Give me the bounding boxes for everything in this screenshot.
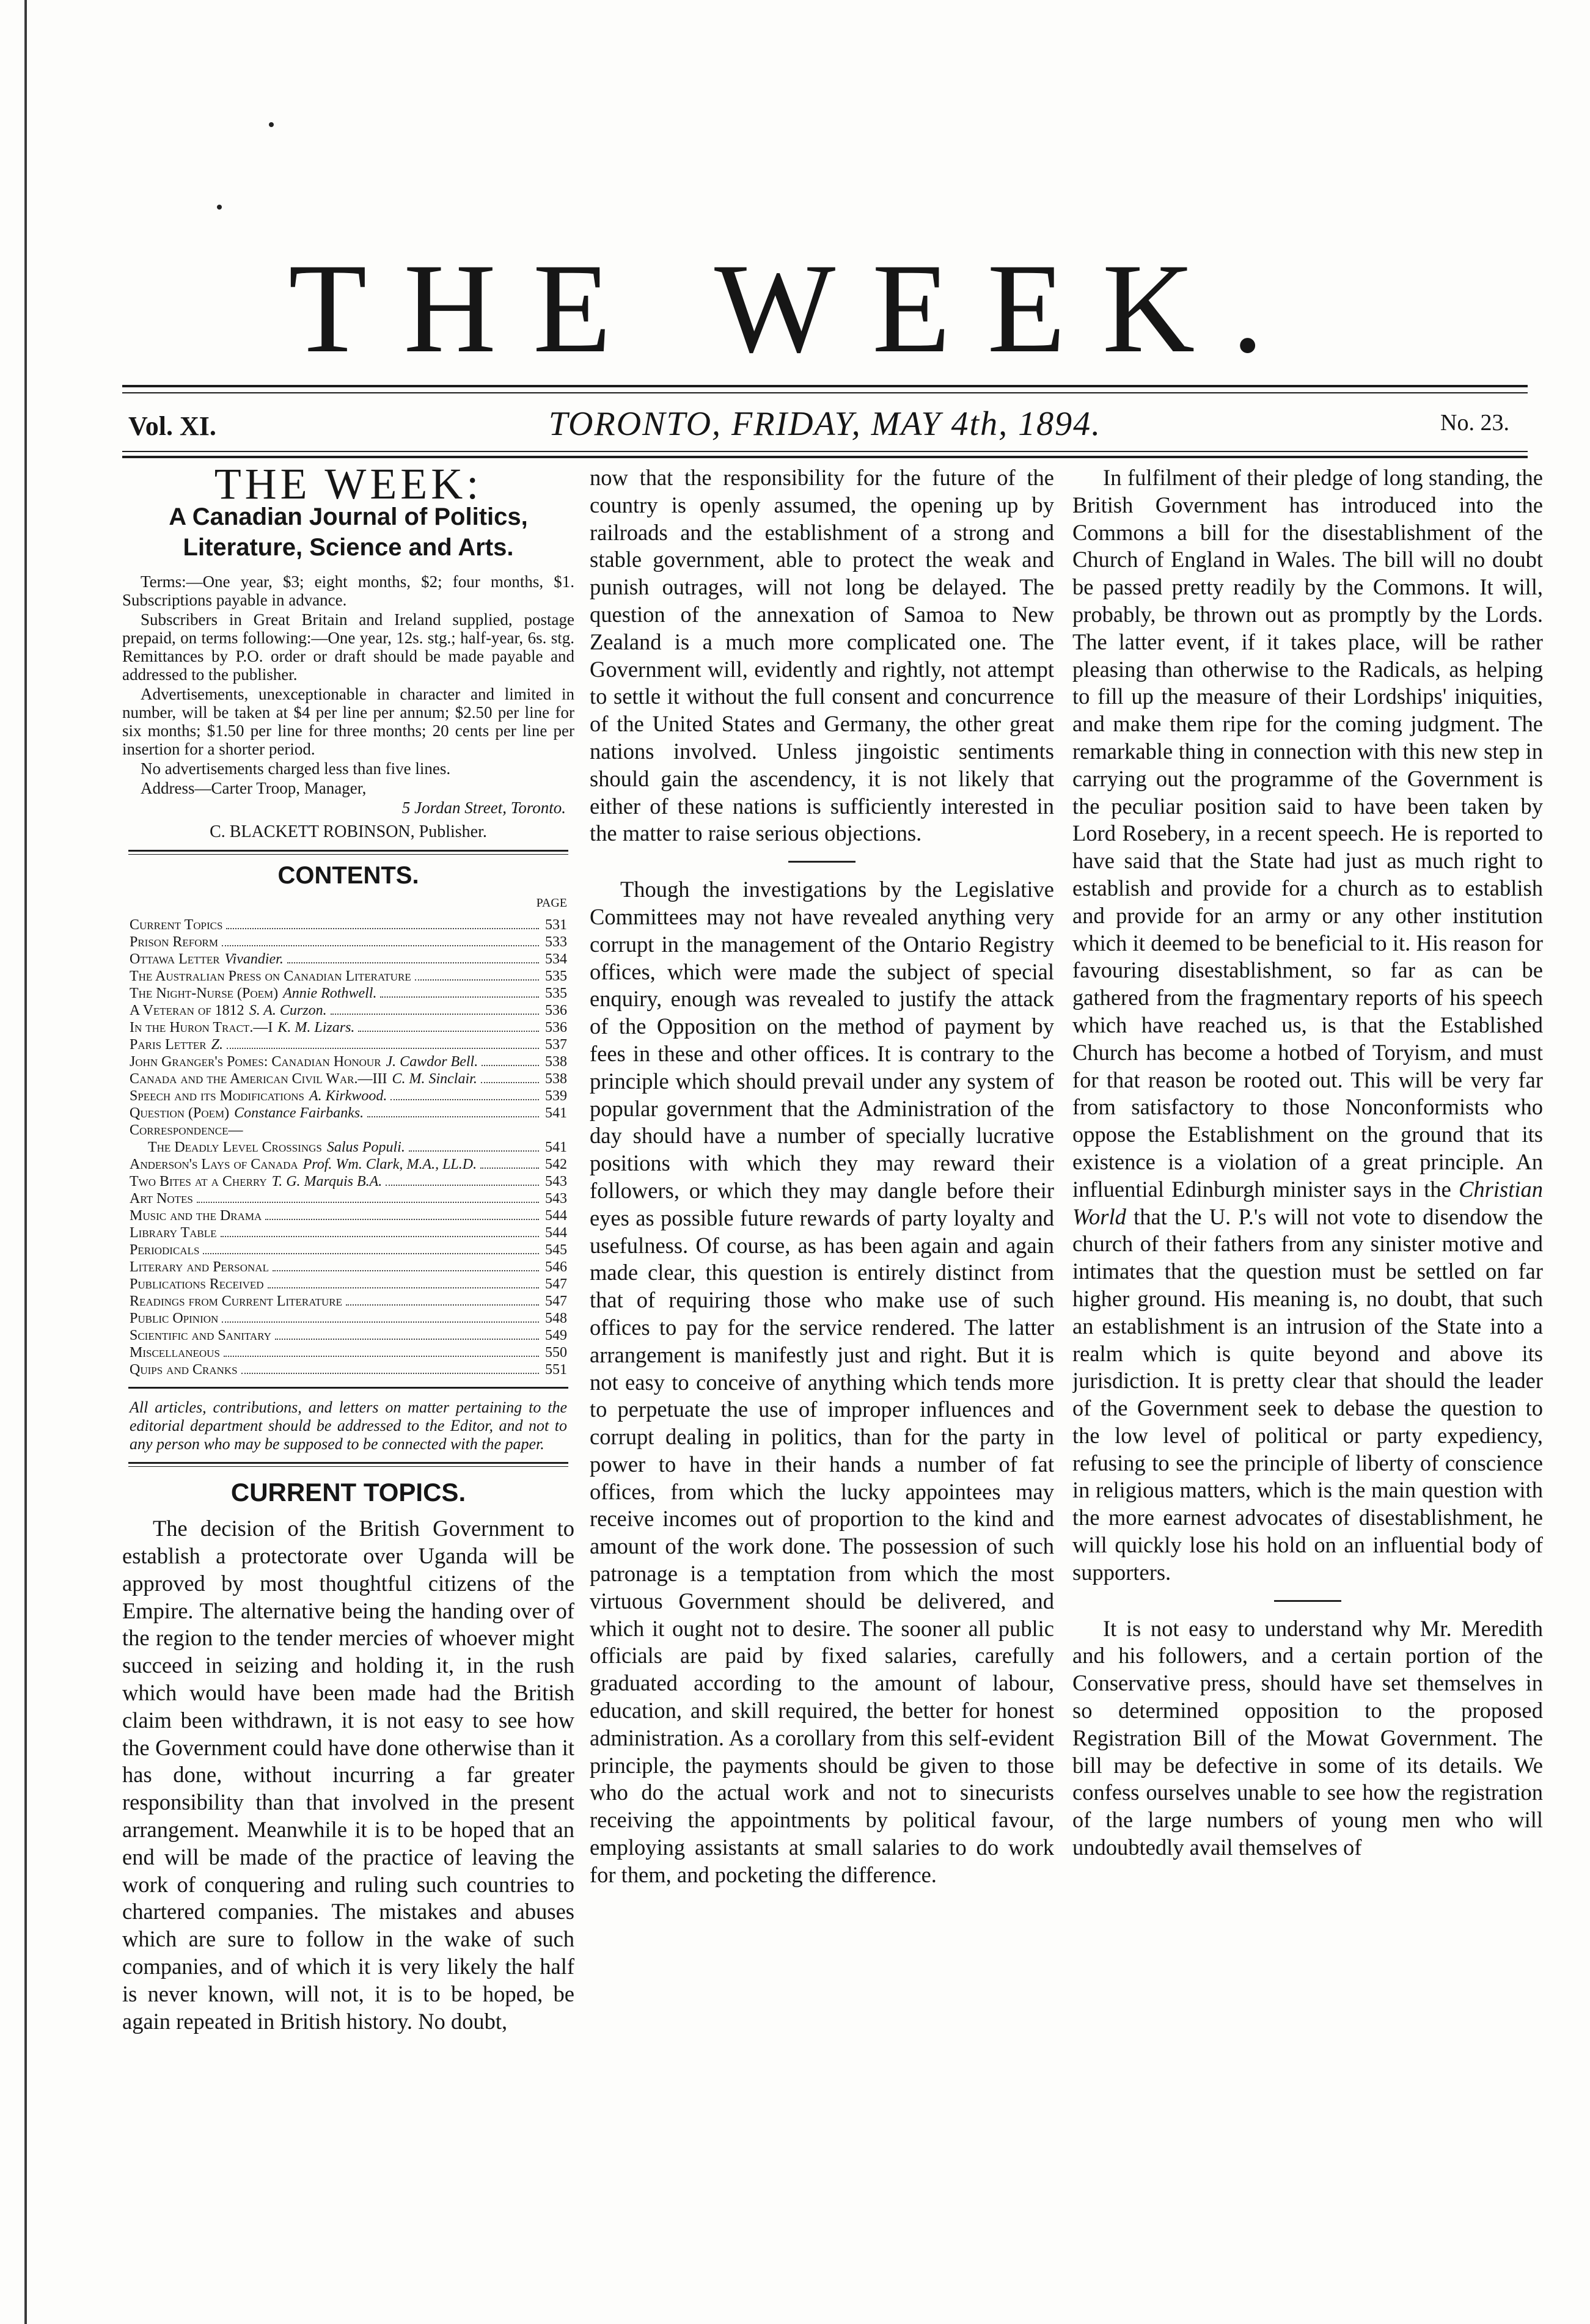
contents-item-author: S. A. Curzon. (249, 1003, 327, 1019)
contents-item-page: 545 (545, 1242, 567, 1259)
divider (128, 850, 568, 852)
leader-dots (481, 1070, 539, 1083)
page-label: PAGE (536, 896, 567, 910)
contents-item-title: Music and the Drama (130, 1208, 262, 1224)
contents-item-page: 541 (545, 1105, 567, 1122)
contents-item (130, 1053, 567, 1070)
contents-item (130, 1241, 567, 1259)
contents-item-title: Ottawa Letter (130, 951, 220, 968)
contents-item-title: Current Topics (130, 917, 223, 934)
leader-dots (380, 985, 539, 998)
contents-item-page: 537 (545, 1037, 567, 1053)
rule (122, 456, 1528, 458)
leader-dots (482, 1053, 539, 1066)
divider (128, 1387, 568, 1389)
contents-item (130, 1019, 567, 1036)
contents-item-page: 547 (545, 1276, 567, 1293)
article-paragraph (1072, 464, 1543, 1587)
divider (128, 854, 568, 855)
section-separator (788, 861, 855, 863)
contents-item-title: Correspondence— (130, 1122, 243, 1139)
contents-item-page: 544 (545, 1225, 567, 1241)
contents-title: CONTENTS. (277, 861, 419, 889)
leader-dots (268, 1276, 539, 1288)
contents-item-page: 551 (545, 1362, 567, 1378)
contents-item-title: The Night-Nurse (Poem) (130, 985, 279, 1002)
issue-number: No. 23. (1440, 410, 1509, 436)
contents-item-title: John Granger's Pomes: Canadian Honour (130, 1054, 381, 1070)
leader-dots (390, 1087, 539, 1100)
contents-item-title: Speech and its Modifications (130, 1088, 304, 1105)
address-street: 5 Jordan Street, Toronto. (401, 798, 566, 817)
contents-item (130, 1070, 567, 1087)
section-heading: CURRENT TOPICS. (230, 1478, 466, 1507)
leader-dots (358, 1019, 539, 1032)
column-2 (590, 464, 1054, 2287)
contents-item (130, 1087, 567, 1105)
contents-item-title: Canada and the American Civil War.—III (130, 1071, 387, 1087)
leader-dots (224, 1344, 539, 1357)
leader-dots (287, 951, 539, 963)
contents-item-page: 548 (545, 1310, 567, 1327)
leader-dots (275, 1327, 539, 1340)
article-paragraph: Though the investigations by the Legislative Committees may not have revealed anything very corrupt in the management of the Ontario Registry offices, which were made the subject of special enquiry, enough was revealed to justify the attack of the Opposition on the method of payment by fees in these and other offices. It is contrary to the principle which should prevail under any system of popular government that the Administration of the day should have a number of specially lucrative positions with which they may reward their followers, or which they may dangle before their eyes as possible future rewards of party loyalty and usefulness. Of course, as has been again and again made clear, this question is entirely distinct from that of requiring those who make use of such offices to pay for the service rendered. The latter arrangement is manifestly just and right. But it is not easy to conceive of anything which tends more to perpetuate the use of improper influences and corrupt dealing in politics, than for the party in power to have in their hands a number of fat offices, from which the lucky appointees may receive incomes out of proportion to the kind and amount of the work done. The possession of such patronage is a temptation from which the most virtuous Government should be delivered, and which it ought not to desire. The sooner all public officials are paid by fixed salaries, carefully graduated according to the amount of labour, education, and skill required, the better for honest administration. As a corollary from this self-evident principle, the payments should be given to those who do the actual work and not to sinecurists receiving the appointments by political favour, employing assistants at small salaries to do work for them, and pocketing the difference. (590, 877, 1054, 1887)
contents-item-title: In the Huron Tract.—I (130, 1020, 273, 1036)
contents-item-page: 535 (545, 985, 567, 1002)
contents-item-page: 550 (545, 1345, 567, 1361)
contents-item-author: K. M. Lizars. (277, 1020, 355, 1036)
contents-item-title: Paris Letter (130, 1037, 207, 1053)
volume: Vol. XI. (128, 411, 216, 441)
contents-item-title: Readings from Current Literature (130, 1293, 343, 1310)
rule (122, 385, 1528, 387)
editorial-note: All articles, contributions, and letters on matter pertaining to the editorial department should be addressed to the Editor, and not to any person who may be supposed to be connected with the paper. (130, 1398, 567, 1453)
contents-item (130, 1139, 567, 1156)
contents-item-page: 547 (545, 1293, 567, 1310)
terms-line: Advertisements, unexceptionable in character and limited in number, will be taken at $4 per line per annum; $2.50 per line for six months; $1.50 per line for three months; 20 cents per line per insertion for a shorter period. (122, 684, 574, 758)
leader-dots (227, 1036, 539, 1049)
ink-speck (269, 122, 274, 127)
contents-item-author: T. G. Marquis B.A. (271, 1174, 383, 1190)
contents-item (130, 1327, 567, 1344)
contents-item-author: Vivandier. (224, 951, 284, 968)
contents-item-author: Z. (211, 1037, 223, 1053)
contents-item (130, 934, 567, 951)
ink-speck (217, 205, 222, 210)
leader-dots (222, 934, 539, 946)
text-run: that the U. P.'s will not vote to disendow the church of their fathers from any sinister motive and intimates that the question must be settled on far higher ground. His meaning is, no doubt, that such an establishment is an intrusion of the State into a realm which is quite beyond and above its jurisdiction. It is pretty clear that should the leader of the Government seek to debase the question to the low level of political or party expediency, refusing to see the principle of liberty of conscience in religious matters, which is the main question with the more earnest advocates of disestablishment, he will quickly lose his hold on an influential body of supporters. (1072, 1204, 1543, 1585)
contents-item (130, 1293, 567, 1310)
contents-item-author: C. M. Sinclair. (392, 1071, 477, 1087)
contents-item-title: Quips and Cranks (130, 1362, 238, 1378)
contents-item-title: The Deadly Level Crossings (148, 1139, 322, 1156)
contents-item-page: 544 (545, 1208, 567, 1224)
leader-dots (221, 1224, 539, 1237)
terms-line: Subscribers in Great Britain and Ireland supplied, postage prepaid, on terms following:—One year, 12s. stg.; half-year, 6s. stg. Remittances by P.O. order or draft should be made payable and addressed to the publisher. (122, 610, 574, 684)
contents-item (130, 1207, 567, 1224)
contents-item-page: 534 (545, 951, 567, 968)
contents-item (130, 1173, 567, 1190)
issue-date: TORONTO, FRIDAY, MAY 4th, 1894. (548, 405, 1102, 443)
contents-item-page: 543 (545, 1174, 567, 1190)
contents-item-title: Two Bites at a Cherry (130, 1174, 267, 1190)
contents-item (130, 1310, 567, 1327)
page-edge (24, 0, 27, 2324)
leader-dots (367, 1105, 539, 1117)
divider (128, 1462, 568, 1464)
contents-item-title: The Australian Press on Canadian Literature (130, 968, 411, 985)
contents-item (130, 1259, 567, 1276)
contents-item-page: 533 (545, 934, 567, 951)
leader-dots (386, 1173, 539, 1186)
contents-item-author: A. Kirkwood. (309, 1088, 387, 1105)
leader-dots (480, 1156, 539, 1169)
leader-dots (273, 1259, 539, 1271)
column-1 (122, 464, 574, 2287)
contents-item-page: 538 (545, 1054, 567, 1070)
contents-item-title: Scientific and Sanitary (130, 1328, 271, 1344)
contents-item-title: Literary and Personal (130, 1259, 269, 1276)
leader-dots (331, 1002, 539, 1015)
contents-item-title: A Veteran of 1812 (130, 1003, 244, 1019)
contents-item (130, 1122, 567, 1139)
contents-item-page: 535 (545, 968, 567, 985)
address-line: Address—Carter Troop, Manager, (141, 778, 367, 797)
contents-item-title: Miscellaneous (130, 1345, 220, 1361)
contents-item-title: Publications Received (130, 1276, 264, 1293)
contents-item-page: 531 (545, 917, 567, 934)
contents-item (130, 1361, 567, 1378)
contents-item-title: Library Table (130, 1225, 217, 1241)
rule (122, 451, 1528, 452)
leader-dots (241, 1361, 539, 1374)
subscription-terms (122, 572, 574, 841)
section-separator (1274, 1600, 1341, 1602)
contents-item-title: Art Notes (130, 1191, 193, 1207)
contents-item (130, 1276, 567, 1293)
contents-item (130, 1344, 567, 1361)
contents-item-author: J. Cawdor Bell. (386, 1054, 478, 1070)
contents-item-page: 536 (545, 1020, 567, 1036)
contents-item-author: Constance Fairbanks. (234, 1105, 364, 1122)
contents-item-title: Public Opinion (130, 1310, 219, 1327)
article-paragraph: now that the responsibility for the future of the country is openly assumed, the opening up by railroads and the establishment of a strong and stable government, able to protect the weak and punish outrages, will not long be delayed. The question of the annexation of Samoa to New Zealand is a much more complicated one. The Government will, evidently and rightly, not attempt to settle it without the full consent and concurrence of the United States and Germany, the other great nations involved. Unless jingoistic sentiments should gain the ascendency, it is not likely that either of these nations is sufficiently interested in the matter to raise serious objections. (590, 465, 1054, 846)
contents-item (130, 916, 567, 934)
contents-item (130, 951, 567, 968)
contents-item-page: 538 (545, 1071, 567, 1087)
contents-item (130, 1105, 567, 1122)
leader-dots (346, 1293, 539, 1306)
journal-title: THE WEEK: (214, 464, 483, 508)
contents-item-title: Periodicals (130, 1242, 200, 1259)
leader-dots (222, 1310, 539, 1323)
contents-list (130, 916, 567, 1378)
contents-item (130, 968, 567, 985)
contents-item-author: Salus Populi. (326, 1139, 405, 1156)
leader-dots (197, 1190, 539, 1203)
publication-name: Christian World (1072, 1176, 1543, 1229)
contents-item (130, 1002, 567, 1019)
publisher: C. BLACKETT ROBINSON, Publisher. (210, 822, 487, 841)
contents-item (130, 1190, 567, 1207)
text-run: In fulfilment of their pledge of long standing, the British Government has introduced into the Commons a bill for the disestablishment of the Church of England in Wales. The bill will no doubt be passed pretty readily by the Commons. It will, probably, be thrown out as promptly by the Lords. The latter event, if it takes place, will be rather pleasing than otherwise to the Radicals, as helping to fill up the measure of their Lordships' iniquities, and make them ripe for the coming judgment. The remarkable thing in connection with this new step in carrying out the programme of the Government is the peculiar position said to have been taken by Lord Rosebery, in a recent speech. He is reported to have said that the State had just as much right to establish and provide for a church as to establish and provide for an army or any other institution which it deemed to be beneficial to it. His reason for favouring disestablishment, so far as can be gathered from the fragmentary reports of his speech which have reached us, is that the Established Church has become a hotbed of Toryism, and must for that reason be rooted out. This will be very far from satisfactory to those Nonconformists who oppose the Establishment on the ground that its existence is a violation of a great principle. An influential Edinburgh minister says in the (1072, 465, 1543, 1202)
rule (122, 392, 1528, 393)
contents-item-page: 549 (545, 1328, 567, 1344)
article-paragraph: The decision of the British Government to establish a protectorate over Uganda will be approved by most thoughtful citizens of the Empire. The alternative being the handing over of the region to the tender mercies of whoever might succeed in seizing and holding it, in the rush which would have been made had the British claim been withdrawn, it is not easy to see how the Government could have done otherwise than it has done, without incurring a far greater responsibility than that involved in the present arrangement. Meanwhile it is to be hoped that an end will be made of the practice of leaving the work of conquering and ruling such countries to chartered companies. The mistakes and abuses which are sure to follow in the wake of such companies, and of which it is very likely the half is never known, will not, it is to be hoped, be again repeated in British history. No doubt, (122, 1516, 574, 2034)
leader-dots (409, 1139, 539, 1152)
leader-dots (415, 968, 539, 981)
contents-item (130, 985, 567, 1002)
contents-item-page: 536 (545, 1003, 567, 1019)
article-paragraph: It is not easy to understand why Mr. Meredith and his followers, and a certain portion of the Conservative press, should have set themselves in so determined opposition to the proposed Registration Bill of the Mowat Government. The bill may be defective in some of its details. We confess ourselves unable to see how the registration of the large numbers of young men who will undoubtedly avail themselves of (1072, 1615, 1543, 1860)
terms-line: No advertisements charged less than five lines. (141, 759, 451, 778)
contents-item-title: Question (Poem) (130, 1105, 230, 1122)
contents-item-author: Prof. Wm. Clark, M.A., LL.D. (302, 1157, 477, 1173)
divider (128, 1466, 568, 1467)
contents-item (130, 1036, 567, 1053)
contents-item-title: Anderson's Lays of Canada (130, 1157, 298, 1173)
contents-item-page: 539 (545, 1088, 567, 1105)
contents-item-title: Prison Reform (130, 934, 218, 951)
contents-item-page: 541 (545, 1139, 567, 1156)
column-3 (1072, 464, 1543, 2287)
contents-item (130, 1156, 567, 1173)
journal-subtitle: A Canadian Journal of Politics, Literature, Science and Arts. (169, 503, 528, 561)
contents-item-author: Annie Rothwell. (283, 985, 377, 1002)
contents-item (130, 1224, 567, 1241)
leader-dots (265, 1207, 539, 1220)
terms-line: Terms:—One year, $3; eight months, $2; four months, $1. Subscriptions payable in advance. (122, 572, 574, 609)
contents-item-page: 543 (545, 1191, 567, 1207)
contents-item-page: 542 (545, 1157, 567, 1173)
contents-item-page: 546 (545, 1259, 567, 1276)
leader-dots (226, 916, 539, 929)
leader-dots (203, 1241, 539, 1254)
dateline (122, 403, 1528, 446)
masthead-title: THE WEEK. (288, 238, 1300, 379)
